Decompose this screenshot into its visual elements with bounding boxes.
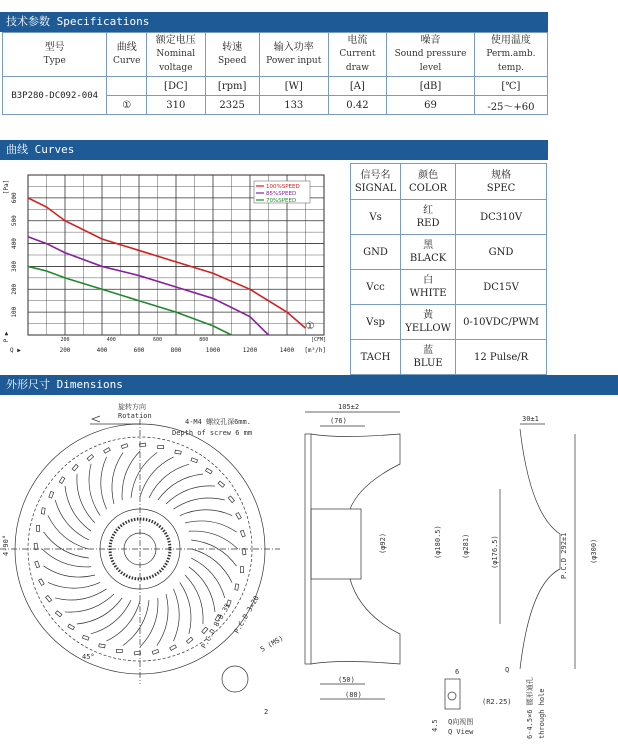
y-tick-label: 500: [11, 215, 18, 227]
blade: [101, 457, 107, 509]
legend-label: 70%SPEED: [266, 198, 297, 204]
blade-slot: [46, 595, 52, 602]
header-current: 电流 Current draw: [328, 33, 386, 77]
blade: [166, 486, 215, 504]
header-type: 型号 Type: [3, 33, 107, 77]
sig-header-color: 颜色 COLOR: [401, 164, 456, 200]
blade-slot: [228, 496, 234, 503]
screw-cn: 4-M4 螺纹孔深6mm.: [185, 418, 251, 426]
through-hole-en: through hole: [538, 688, 546, 739]
y-tick-label: 300: [11, 261, 18, 272]
blade: [180, 510, 232, 516]
blade-slot: [39, 579, 45, 586]
y-tick-label: 100: [11, 306, 18, 318]
dim-176: (φ176.5): [491, 535, 499, 569]
dim-5: 5 (MS): [259, 634, 285, 654]
blade-slot: [121, 444, 128, 449]
cell-voltage: 310: [147, 96, 205, 115]
dim-6: 6: [455, 668, 460, 676]
blade-slot: [34, 543, 38, 549]
blade-slot: [191, 458, 198, 463]
blade: [112, 452, 123, 503]
side-bottom-curve: [311, 579, 400, 664]
q-view-en: Q View: [448, 728, 474, 736]
spec-section-title: 技术参数 Specifications: [0, 12, 548, 32]
blade: [48, 582, 100, 588]
cell-temp: -25～+60: [474, 96, 547, 115]
blade: [140, 457, 174, 497]
dimensions-drawing: [0, 394, 618, 740]
pcd-hole: P.C.D 8-0.35: [199, 602, 233, 650]
y-tick-label: 600: [11, 192, 18, 204]
blade: [173, 589, 179, 641]
detail-circle: [222, 666, 248, 692]
x-axis-symbol: Q ▶: [10, 347, 21, 354]
blade-slot: [72, 464, 78, 471]
blade: [185, 521, 236, 532]
dim-80: (80): [345, 691, 362, 699]
x-tick-label: 200: [59, 347, 71, 354]
blade-slot: [87, 455, 94, 461]
dim-281: (φ281): [462, 533, 470, 559]
blade: [65, 594, 114, 612]
blade: [157, 594, 168, 645]
blade-slot: [139, 443, 145, 447]
cell-speed: 2325: [205, 96, 259, 115]
blade-slot: [175, 450, 181, 454]
x-tick-label: 1400: [279, 347, 295, 354]
side-plate: [305, 434, 311, 664]
q-letter: Q: [505, 666, 510, 674]
front-view: [0, 416, 280, 692]
cell-curve: ①: [107, 96, 147, 115]
dim-105: 105±2: [338, 403, 360, 411]
header-temp: 使用温度 Perm.amb. temp.: [474, 33, 547, 77]
blade: [91, 600, 131, 634]
curves-section-title: 曲线 Curves: [0, 140, 548, 160]
legend-label: 100%SPEED: [266, 184, 300, 190]
x-tick-label: 1000: [205, 347, 221, 354]
blade: [149, 464, 189, 498]
dim-pcd292: P.C.D 292±1: [560, 532, 568, 579]
sig-row: Vcc 白 WHITE DC15V: [351, 270, 547, 305]
blade-slot: [41, 508, 45, 514]
q-view-cn: Q向视图: [448, 718, 474, 726]
y-axis-unit: [Pa]: [3, 179, 10, 195]
signal-table: [350, 163, 547, 375]
sig-row: Vsp 黄 YELLOW 0-10VDC/PWM: [351, 305, 547, 340]
cell-unit-noise: [dB]: [387, 77, 475, 96]
spec-table: [2, 32, 548, 115]
dimensions-section-title: 外形尺寸 Dimensions: [0, 375, 618, 395]
right-profile: [520, 429, 560, 669]
cell-unit-temp: [℃]: [474, 77, 547, 96]
header-curve: 曲线 Curve: [107, 33, 147, 77]
blade: [191, 558, 225, 598]
angle-45: 45°: [82, 653, 95, 661]
chart-svg: [2, 163, 346, 359]
blade: [55, 589, 106, 600]
blade: [173, 498, 224, 509]
blade-slot: [99, 644, 105, 648]
rotation-en: Rotation: [118, 412, 152, 420]
x-tick-label: 1200: [242, 347, 258, 354]
pcd-20: P.C.D 3×20: [232, 594, 261, 635]
blade-slot: [55, 611, 62, 617]
blade: [192, 549, 232, 583]
blade-slot: [186, 637, 193, 643]
sig-row: TACH 蓝 BLUE 12 Pulse/R: [351, 340, 547, 375]
q-view-body: [445, 679, 460, 709]
cell-type: B3P280-DC092-004: [3, 77, 107, 115]
y-tick-label: 400: [11, 238, 18, 249]
dim-30: 30±1: [522, 415, 539, 423]
blade-slot: [236, 513, 242, 520]
y-tick-label: 200: [11, 283, 18, 295]
dim-76: (76): [330, 417, 347, 425]
header-voltage: 额定电压 Nominal voltage: [147, 33, 205, 77]
angle-4x90: 4-90°: [2, 534, 10, 556]
sig-header-spec: 规格 SPEC: [456, 164, 547, 200]
dim-r225: (R2.25): [482, 698, 512, 706]
cell-noise: 69: [387, 96, 475, 115]
blade: [89, 464, 100, 515]
cell-unit-voltage: [DC]: [147, 77, 205, 96]
dimensions-svg: [0, 394, 618, 740]
side-view: [305, 412, 400, 699]
cfm-tick-label: 200: [60, 337, 70, 343]
cell-unit-speed: [rpm]: [205, 77, 259, 96]
blade-slot: [218, 481, 225, 487]
dim-180: (φ180.5): [434, 525, 442, 559]
cell-unit-current: [A]: [328, 77, 386, 96]
cell-unit-power: [W]: [259, 77, 328, 96]
sig-row: Vs 红 RED DC310V: [351, 200, 547, 235]
cell-unit-blank: [107, 77, 147, 96]
performance-chart: [2, 163, 346, 359]
q-view-hole: [448, 692, 456, 700]
blade-slot: [35, 561, 40, 568]
header-power: 输入功率 Power input: [259, 33, 328, 77]
x-tick-label: 400: [96, 347, 108, 354]
blade-slot: [170, 645, 177, 651]
blade-slot: [68, 624, 75, 630]
blade-slot: [82, 635, 89, 640]
blade: [77, 474, 95, 523]
chart-legend: [254, 181, 310, 204]
q-view: [445, 679, 460, 709]
cfm-tick-label: 600: [152, 337, 163, 343]
x-axis-unit: [m³/h]: [304, 347, 326, 354]
blade: [48, 515, 88, 549]
blade-slot: [134, 651, 140, 655]
blade: [43, 566, 94, 577]
dim-45v: 4.5: [431, 719, 439, 732]
side-top-curve: [311, 434, 400, 509]
blade-slot: [240, 530, 245, 537]
dim-300: (φ300): [590, 538, 598, 564]
y-axis-symbol: P ▶: [3, 331, 10, 343]
blade: [180, 582, 191, 633]
cfm-tick-label: 800: [199, 337, 209, 343]
x-tick-label: 800: [170, 347, 182, 354]
blade-slot: [240, 567, 243, 573]
legend-label: 85%SPEED: [266, 191, 297, 197]
blade-slot: [242, 548, 246, 554]
blade-slot: [104, 448, 111, 454]
dim-2: 2: [264, 708, 269, 716]
dim-50: (50): [338, 676, 355, 684]
cell-power: 133: [259, 96, 328, 115]
blade-slot: [152, 649, 159, 654]
dim-92: (φ92): [379, 532, 387, 554]
blade: [106, 601, 140, 641]
blade-slot: [116, 649, 122, 652]
sig-header-signal: 信号名 SIGNAL: [351, 164, 401, 200]
cfm-tick-label: 400: [106, 337, 116, 343]
sig-row: GND 黑 BLACK GND: [351, 235, 547, 270]
blade: [55, 500, 89, 540]
blade-slot: [158, 446, 164, 449]
rotation-arrow-icon: [92, 416, 100, 422]
blade-slot: [235, 584, 239, 590]
screw-en: Depth of screw 6 mm: [172, 429, 253, 437]
blade-slot: [37, 525, 40, 531]
through-hole-cn: 6-4.5×6 腰形通孔: [526, 677, 534, 739]
header-speed: 转速 Speed: [205, 33, 259, 77]
cfm-unit: [CFM]: [310, 337, 326, 343]
motor-body: [311, 509, 361, 579]
x-tick-label: 600: [133, 347, 145, 354]
blade: [185, 575, 203, 624]
cell-current: 0.42: [328, 96, 386, 115]
blade-slot: [206, 468, 213, 474]
blade-slot: [59, 477, 65, 484]
curve-marker: ①: [305, 321, 315, 332]
header-noise: 噪音 Sound pressure level: [387, 33, 475, 77]
rotation-cn: 旋转方向: [118, 403, 146, 411]
blade-slot: [49, 491, 54, 498]
